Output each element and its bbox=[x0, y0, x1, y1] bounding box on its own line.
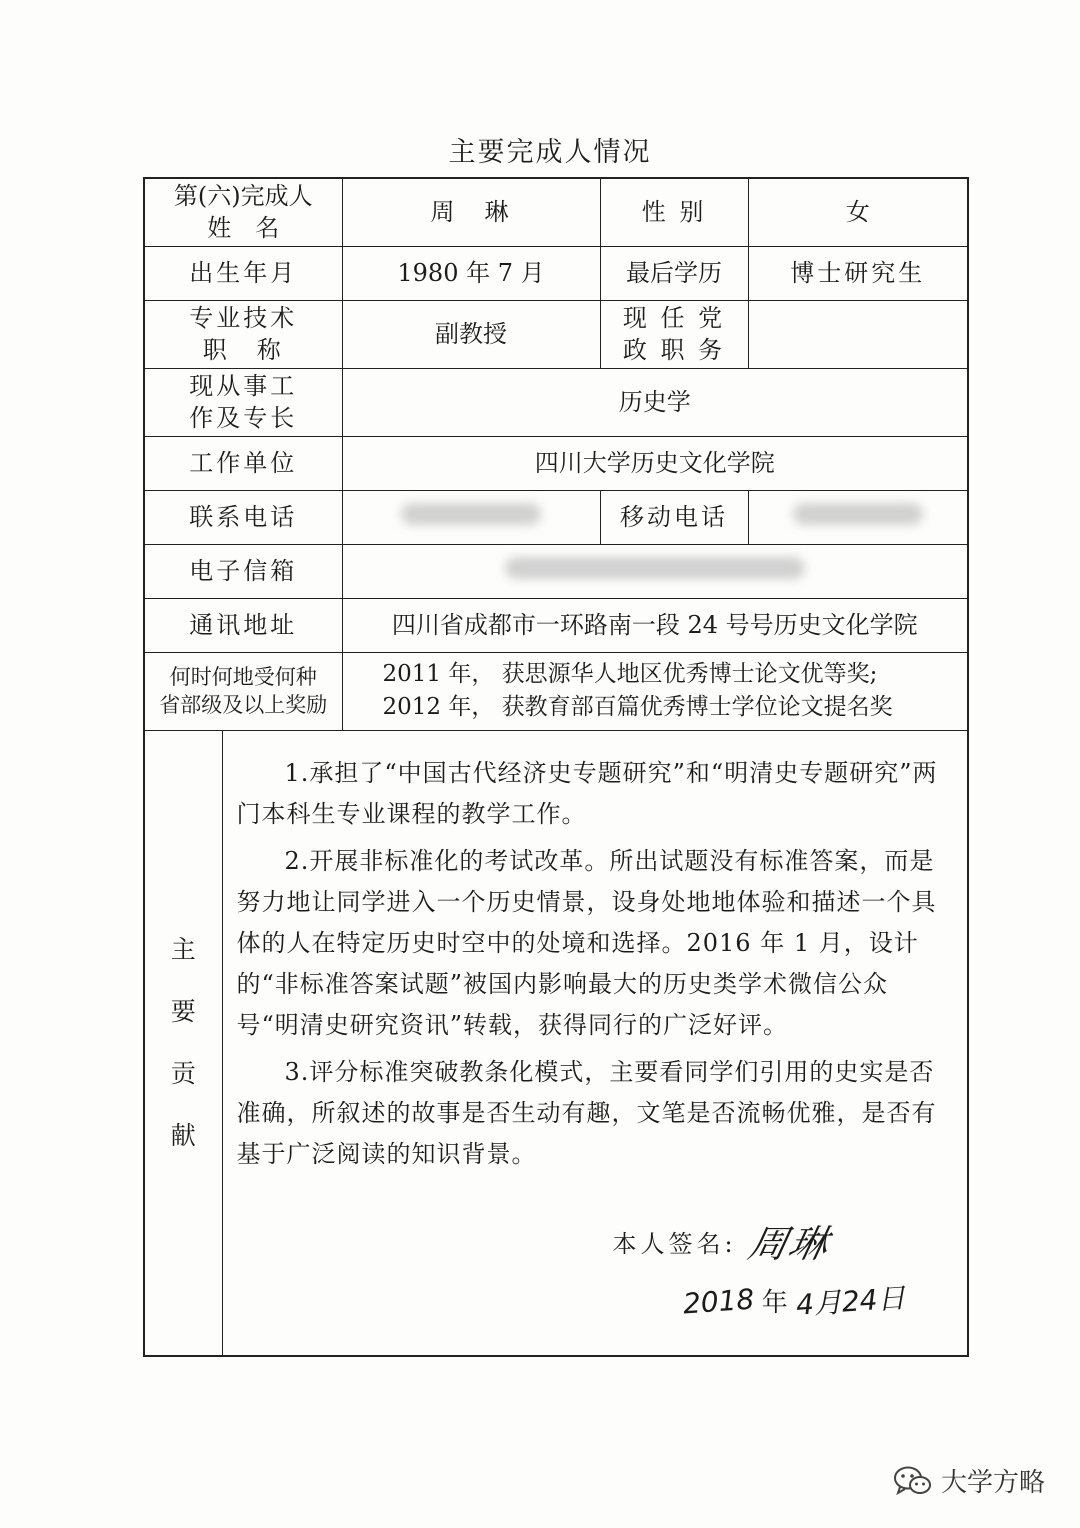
contribution-item: 3.评分标准突破教条化模式，主要看同学们引用的史实是否准确，所叙述的故事是否生动有趣，文笔是否流畅优雅，是否有基于广泛阅读的知识背景。 bbox=[236, 1057, 937, 1168]
name-value: 周 琳 bbox=[342, 178, 600, 246]
address-value: 四川省成都市一环路南一段 24 号号历史文化学院 bbox=[342, 598, 968, 652]
date-year-char: 年 bbox=[761, 1287, 788, 1318]
contributions-label: 主 要 贡 献 bbox=[144, 730, 222, 1356]
awards-value bbox=[342, 652, 968, 730]
contribution-item: 1.承担了“中国古代经济史专题研究”和“明清史专题研究”两门本科生专业课程的教学工作。 bbox=[236, 758, 938, 828]
contributions-text bbox=[237, 753, 949, 1181]
page-title: 主要完成人情况 bbox=[448, 137, 652, 168]
signature-date bbox=[681, 1280, 907, 1322]
award-item: 2012 年， 获教育部百篇优秀博士学位论文提名奖 bbox=[382, 694, 893, 720]
signature-row bbox=[612, 1219, 834, 1270]
redacted-email bbox=[505, 557, 805, 579]
person-label: 第(六)完成人 姓 名 bbox=[144, 178, 342, 246]
phone-value bbox=[342, 490, 600, 544]
mobile-label: 移动电话 bbox=[600, 490, 748, 544]
post-label: 现 任 党 政 职 务 bbox=[600, 300, 748, 368]
wechat-icon bbox=[893, 1464, 933, 1498]
specialty-value: 历史学 bbox=[342, 368, 968, 436]
employer-value: 四川大学历史文化学院 bbox=[342, 436, 968, 490]
birth-value: 1980 年 7 月 bbox=[342, 246, 600, 300]
watermark-text: 大学方略 bbox=[941, 1468, 1046, 1498]
post-value bbox=[748, 300, 968, 368]
signature-label: 本人签名: bbox=[612, 1229, 737, 1258]
redacted-phone bbox=[401, 503, 541, 525]
address-label: 通讯地址 bbox=[144, 598, 342, 652]
birth-label: 出生年月 bbox=[144, 246, 342, 300]
awards-label: 何时何地受何种 省部级及以上奖励 bbox=[144, 652, 342, 730]
education-label: 最后学历 bbox=[600, 246, 748, 300]
signature: 周琳 bbox=[744, 1221, 834, 1266]
email-label: 电子信箱 bbox=[144, 544, 342, 598]
education-value: 博士研究生 bbox=[748, 246, 968, 300]
date-month-day: 4月24日 bbox=[794, 1280, 907, 1322]
mobile-value bbox=[748, 490, 968, 544]
award-item: 2011 年， 获思源华人地区优秀博士论文优等奖; bbox=[382, 660, 878, 687]
contribution-item: 2.开展非标准化的考试改革。所出试题没有标准答案，而是努力地让同学进入一个历史情景，设身处地地体验和描述一个具体的人在特定历史时空中的处境和选择。2016 年 1 月，设计的“非标准答案试题”被国内影响最大的历史类学术微信公众号“明清史研究资讯”转载，获得同行的广泛好评。 bbox=[236, 846, 937, 1039]
date-year: 2018 bbox=[681, 1282, 755, 1320]
redacted-mobile bbox=[793, 503, 923, 525]
specialty-label: 现从事工 作及专长 bbox=[144, 368, 342, 436]
form-table bbox=[143, 177, 969, 1357]
watermark bbox=[893, 1462, 1045, 1499]
contributions-content bbox=[222, 730, 968, 1356]
gender-label: 性 别 bbox=[600, 178, 748, 246]
title-label: 专业技术 职 称 bbox=[144, 300, 342, 368]
title-value: 副教授 bbox=[342, 300, 600, 368]
email-value bbox=[342, 544, 968, 598]
gender-value: 女 bbox=[748, 178, 968, 246]
phone-label: 联系电话 bbox=[144, 490, 342, 544]
employer-label: 工作单位 bbox=[144, 436, 342, 490]
